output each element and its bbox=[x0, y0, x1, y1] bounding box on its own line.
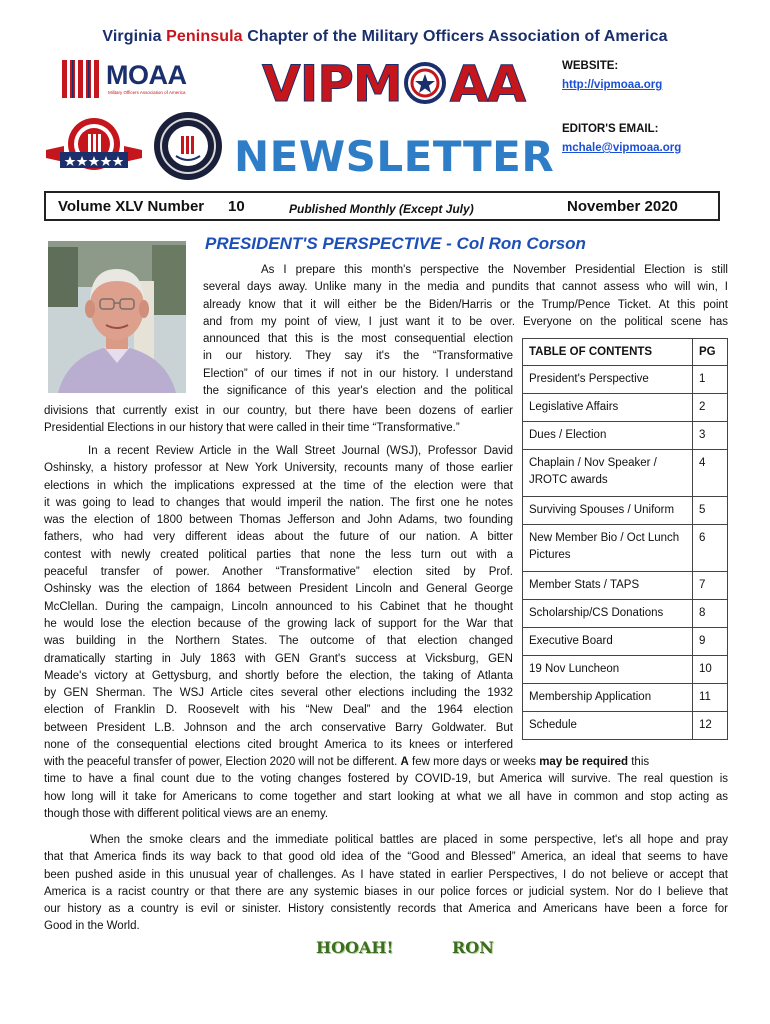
toc-entry-page: 2 bbox=[693, 394, 728, 422]
signature: RON bbox=[452, 938, 494, 957]
toc-row bbox=[523, 450, 728, 497]
vipmoaa-logo: VIPM AA bbox=[262, 55, 526, 113]
toc-entry-title: President's Perspective bbox=[523, 366, 693, 394]
publication-frequency: Published Monthly (Except July) bbox=[289, 202, 474, 216]
toc-row bbox=[523, 572, 728, 600]
toc-row bbox=[523, 497, 728, 525]
text-line: Meade's victory at Gettysburg, and shortly before the election, the taking of Atlanta bbox=[44, 669, 513, 682]
text-line: Oshinsky, a history professor at New York University, recounts many of those earlier bbox=[44, 462, 513, 475]
text-line: America is a racist country or that there are any systemic biases in our police forces or judicial system. Nor do I believe that bbox=[44, 885, 728, 898]
text-line: announced that this is the most consequential election bbox=[203, 333, 513, 345]
toc-entry-page: 6 bbox=[693, 525, 728, 572]
moaa-logo-subtext: Military Officers Association of America bbox=[108, 90, 186, 95]
toc-row bbox=[523, 712, 728, 740]
toc-row bbox=[523, 422, 728, 450]
toc-entry-title: Chaplain / Nov Speaker / JROTC awards bbox=[523, 450, 693, 497]
text-line: Oshinsky was the election of 1864 between President Lincoln and General George bbox=[44, 583, 513, 596]
text-line: was building in the Northern States. The outcome of that election changed bbox=[44, 635, 513, 648]
toc-entry-title: Executive Board bbox=[523, 628, 693, 656]
paragraph-2-continuation bbox=[44, 754, 728, 823]
seal-o-icon bbox=[402, 60, 450, 104]
paragraph-1-narrow bbox=[203, 331, 513, 400]
text-line: several days away. Unlike many in the media and pundits that cannot assess who will win, I bbox=[203, 281, 728, 294]
text-line: how long will it take for Americans to come together and start looking at what we all have in common and stop acting as bbox=[44, 790, 728, 803]
toc-entry-title: 19 Nov Luncheon bbox=[523, 656, 693, 684]
text-line: Presidential Elections in our history that were called in their time “Transformative.” bbox=[44, 422, 460, 435]
toc-row bbox=[523, 525, 728, 572]
toc-entry-title: Surviving Spouses / Uniform bbox=[523, 497, 693, 525]
text-line: election of Franklin D. Roosevelt with his “New Deal” and the 1964 election bbox=[44, 704, 513, 717]
volume-number: 10 bbox=[228, 198, 245, 215]
paragraph-2 bbox=[44, 443, 513, 754]
text-line: in our history. They say it's the “Transformative bbox=[203, 350, 513, 363]
toc-row bbox=[523, 600, 728, 628]
moaa-logo-text: MOAA bbox=[106, 60, 187, 90]
editor-email-label: EDITOR'S EMAIL: bbox=[562, 123, 659, 135]
toc-entry-page: 4 bbox=[693, 450, 728, 497]
text-line: he would lose the election because of the growing lack of support for the War that bbox=[44, 617, 513, 630]
text-line: divisions that currently exist in our country, but there have been dozens of earlier bbox=[44, 405, 513, 417]
text-line: peaceful transfer of power. Another “Transformative” election sited by Prof. bbox=[44, 566, 513, 579]
toc-entry-title: Schedule bbox=[523, 712, 693, 740]
paragraph-1-top bbox=[203, 262, 728, 331]
newsletter-wordmark: NEWSLETTER bbox=[234, 132, 555, 181]
text-line: Good in the World. bbox=[44, 920, 140, 933]
text-line: elections in which the implications expressed at the time of the election were that bbox=[44, 479, 513, 492]
toc-entry-page: 10 bbox=[693, 656, 728, 684]
text-line: Election” of our times if not in our history. I understand bbox=[203, 367, 513, 380]
toc-entry-title: New Member Bio / Oct Lunch Pictures bbox=[523, 525, 693, 572]
text-line: In a recent Review Article in the Wall Street Journal (WSJ), Professor David bbox=[88, 445, 513, 457]
toc-entry-page: 12 bbox=[693, 712, 728, 740]
toc-entry-title: Scholarship/CS Donations bbox=[523, 600, 693, 628]
text-line: As I prepare this month's perspective the November Presidential Election is still bbox=[261, 264, 728, 276]
toc-header-title: TABLE OF CONTENTS bbox=[523, 339, 693, 366]
toc-entry-page: 5 bbox=[693, 497, 728, 525]
text-line: contest with newly created political parties that none the less turn out with a bbox=[44, 548, 513, 561]
text-line: though those with different political views are an enemy. bbox=[44, 807, 329, 820]
chapter-title: Virginia Peninsula Chapter of the Military Officers Association of America bbox=[102, 28, 668, 45]
text-line: that that America finds its way back to that good old idea of the “Good and Blessed” America, an ideal that seems to have bbox=[44, 851, 728, 864]
text-line: When the smoke clears and the immediate political battles are placed in some perspective, let's all hope and pray bbox=[90, 834, 728, 846]
toc-entry-title: Dues / Election bbox=[523, 422, 693, 450]
toc-row bbox=[523, 394, 728, 422]
president-photo bbox=[48, 241, 186, 393]
website-label: WEBSITE: bbox=[562, 60, 619, 72]
website-link[interactable]: http://vipmoaa.org bbox=[562, 79, 663, 91]
sign-off: HOOAH! bbox=[316, 938, 394, 957]
text-line: none of the consequential elections cited brought America to its knees or interfered bbox=[44, 739, 513, 752]
text-line: been pushed aside in this unusual year of challenges. As I have stated in earlier Perspectives, I do not believe or accept that bbox=[44, 868, 728, 881]
toc-row bbox=[523, 656, 728, 684]
text-line: fathers, who had very different ideas about the future of our nation. A bitter bbox=[44, 531, 513, 544]
editor-email-link[interactable]: mchale@vipmoaa.org bbox=[562, 142, 682, 154]
text-line: was the election of 1800 between Thomas Jefferson and John Adams, two founding bbox=[44, 514, 513, 527]
text-line: dramatically starting in July 1863 with GEN Grant's success at Vicksburg, GEN bbox=[44, 652, 513, 665]
toc-entry-title: Member Stats / TAPS bbox=[523, 572, 693, 600]
toc-header-row bbox=[523, 339, 728, 366]
toc-entry-title: Membership Application bbox=[523, 684, 693, 712]
chapter-round-seal-icon bbox=[152, 110, 224, 182]
toc-entry-page: 8 bbox=[693, 600, 728, 628]
toc-entry-page: 3 bbox=[693, 422, 728, 450]
toc-entry-page: 7 bbox=[693, 572, 728, 600]
issue-date: November 2020 bbox=[567, 198, 678, 215]
table-of-contents bbox=[522, 338, 728, 740]
toc-header-pg: PG bbox=[693, 339, 728, 366]
article-heading: PRESIDENT'S PERSPECTIVE - Col Ron Corson bbox=[205, 234, 586, 253]
text-line: between President L.B. Johnson and the arch conservative Barry Goldwater. But bbox=[44, 721, 513, 734]
text-line: already know that it will either be the Biden/Harris or the Trump/Pence Ticket. At this point bbox=[203, 298, 728, 311]
text-line: with the peaceful transfer of power, Election 2020 will not be different. A few more days or weeks may be required this bbox=[44, 756, 650, 768]
toc-row bbox=[523, 628, 728, 656]
toc-entry-page: 9 bbox=[693, 628, 728, 656]
paragraph-3 bbox=[44, 832, 728, 936]
text-line: it was going to lead to changes that would imperil the nation. The first one he notes bbox=[44, 496, 513, 509]
toc-entry-page: 11 bbox=[693, 684, 728, 712]
text-line: McClellan. During the campaign, Lincoln announced to his Cabinet that he thought bbox=[44, 600, 513, 613]
five-star-chapter-seal-icon bbox=[46, 114, 142, 178]
paragraph-1-bottom bbox=[44, 403, 513, 438]
toc-entry-page: 1 bbox=[693, 366, 728, 394]
text-line: time to have a final count due to the voting changes fostered by COVID-19, but America will survive. The real question is bbox=[44, 773, 728, 786]
moaa-logo bbox=[60, 58, 210, 102]
toc-entry-title: Legislative Affairs bbox=[523, 394, 693, 422]
text-line: by GEN Sherman. The WSJ Article cites several other elections including the 1932 bbox=[44, 687, 513, 700]
toc-row bbox=[523, 366, 728, 394]
volume-label: Volume XLV Number bbox=[58, 198, 205, 215]
text-line: and from my point of view, I just want it to be over. Everyone on the political scene has bbox=[203, 315, 728, 328]
toc-row bbox=[523, 684, 728, 712]
text-line: our history as a country is evil or sinister. History consistently records that America and Americans have been a force for bbox=[44, 903, 728, 916]
text-line: the significance of this year's election and the political bbox=[203, 384, 513, 397]
